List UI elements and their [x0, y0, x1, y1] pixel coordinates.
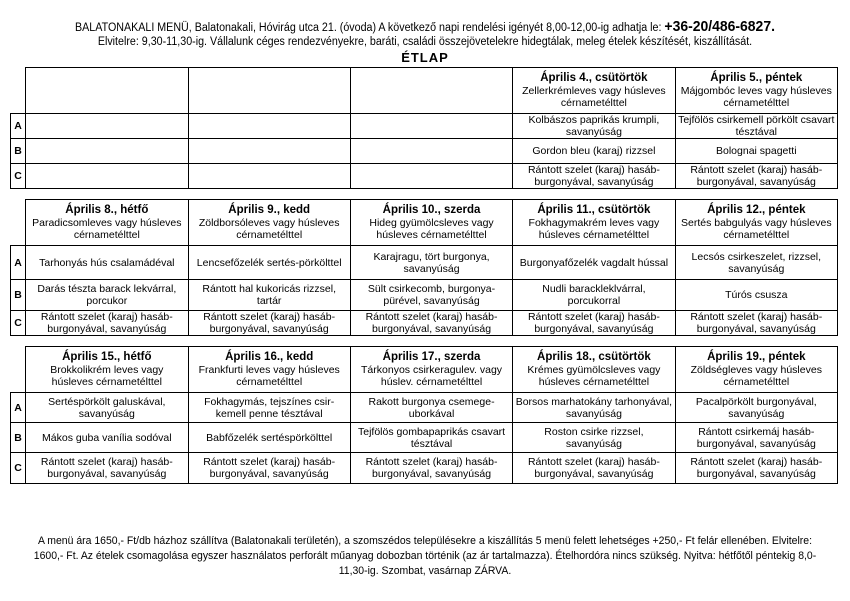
- row-label: B: [11, 423, 26, 453]
- row-label: C: [11, 164, 26, 189]
- row-label: A: [11, 393, 26, 423]
- row-label-blank: [11, 347, 26, 393]
- meal-cell: [350, 114, 512, 139]
- day-header-row: [11, 68, 838, 114]
- meal-cell: Rántott szelet (karaj) hasáb-burgonyával, savanyúság: [513, 453, 675, 484]
- meal-cell: Tejfölös csirkemell pörkölt csavart tésztával: [675, 114, 837, 139]
- soup-text: Fokhagymakrém leves vagy húsleves cérnametélttel: [528, 217, 660, 241]
- footer-info: A menü ára 1650,- Ft/db házhoz szállítva (Balatonakali területén), a szomszédos településekre a kiszállítás 5 menü felett lehetséges +250,- Ft felár ellenében. Elvitelre: 1600,- Ft. Az ételek csomagolása egyszer használatos perforált műanyag dobozban történik (az ár tartalmazza). Ételhordóra nincs szükség. Nyitva: hétfőtől péntekig 8,0-11,30-ig. Szombat, vasárnap ZÁRVA.: [33, 535, 817, 577]
- day-header-cell: [350, 347, 512, 393]
- menu-row-c: [11, 453, 838, 484]
- soup-text: Zellerkrémleves vagy húsleves cérnametélttel: [522, 85, 666, 109]
- day-header-row: [11, 347, 838, 393]
- row-label-blank: [11, 200, 26, 246]
- meal-cell: [350, 139, 512, 164]
- day-header-cell: [675, 68, 837, 114]
- meal-cell: Rakott burgonya csemege-uborkával: [350, 393, 512, 423]
- meal-cell: Mákos guba vanília sodóval: [26, 423, 188, 453]
- day-header-cell: [350, 200, 512, 246]
- menu-row-a: [11, 393, 838, 423]
- row-label: C: [11, 311, 26, 336]
- menu-row-a: [11, 114, 838, 139]
- day-header-cell: [188, 347, 350, 393]
- meal-cell: Pacalpörkölt burgonyával, savanyúság: [675, 393, 837, 423]
- day-header-cell: [188, 68, 350, 114]
- meal-cell: Burgonyafőzelék vagdalt hússal: [513, 246, 675, 280]
- row-label: B: [11, 280, 26, 311]
- day-header-cell: [675, 347, 837, 393]
- meal-cell: Lecsós csirkeszelet, rizzsel, savanyúság: [675, 246, 837, 280]
- day-name: Április 10., szerda: [382, 204, 481, 216]
- row-label: B: [11, 139, 26, 164]
- meal-cell: Tarhonyás hús csalamádéval: [26, 246, 188, 280]
- meal-cell: Rántott szelet (karaj) hasáb-burgonyával, savanyúság: [26, 311, 188, 336]
- meal-cell: [26, 164, 188, 189]
- meal-cell: Tejfölös gombapaprikás csavart tésztával: [350, 423, 512, 453]
- meal-cell: [26, 114, 188, 139]
- meal-cell: Túrós csusza: [675, 280, 837, 311]
- meal-cell: Fokhagymás, tejszínes csir-kemell penne tésztával: [188, 393, 350, 423]
- header-line1: BALATONAKALI MENÜ, Balatonakali, Hóvirág utca 21. (óvoda) A következő napi rendelési igényét 8,00-12,00-ig adhatja le:: [75, 22, 662, 34]
- meal-cell: Rántott szelet (karaj) hasáb-burgonyával, savanyúság: [188, 311, 350, 336]
- meal-cell: Rántott szelet (karaj) hasáb-burgonyával, savanyúság: [675, 311, 837, 336]
- meal-cell: Sertéspörkölt galuskával, savanyúság: [26, 393, 188, 423]
- day-name: Április 19., péntek: [707, 351, 806, 363]
- soup-text: Hideg gyümölcsleves vagy húsleves cérnametélttel: [369, 217, 494, 241]
- menu-row-b: [11, 423, 838, 453]
- meal-cell: [350, 164, 512, 189]
- soup-text: Paradicsomleves vagy húsleves cérnametélttel: [32, 217, 182, 241]
- row-label: C: [11, 453, 26, 484]
- day-name: Április 12., péntek: [707, 204, 806, 216]
- day-header-cell: [513, 200, 675, 246]
- day-name: Április 17., szerda: [382, 351, 481, 363]
- day-header-cell: [26, 68, 188, 114]
- menu-row-a: [11, 246, 838, 280]
- day-header-cell: [513, 347, 675, 393]
- meal-cell: Babfőzelék sertéspörkölttel: [188, 423, 350, 453]
- soup-text: Krémes gyümölcsleves vagy húsleves cérnametélttel: [527, 364, 661, 388]
- day-header-cell: [350, 68, 512, 114]
- soup-text: Zöldborsóleves vagy húsleves cérnametélttel: [198, 217, 340, 241]
- soup-text: Frankfurti leves vagy húsleves cérnametélttel: [198, 364, 340, 388]
- meal-cell: Kolbászos paprikás krumpli, savanyúság: [513, 114, 675, 139]
- day-header-cell: [26, 200, 188, 246]
- day-header-cell: [26, 347, 188, 393]
- meal-cell: Rántott szelet (karaj) hasáb-burgonyával, savanyúság: [513, 311, 675, 336]
- day-name: Április 11., csütörtök: [537, 204, 651, 216]
- menu-row-c: [11, 164, 838, 189]
- meal-cell: [188, 114, 350, 139]
- day-header-cell: [188, 200, 350, 246]
- row-label: A: [11, 114, 26, 139]
- day-header-cell: [513, 68, 675, 114]
- day-name: Április 4., csütörtök: [540, 72, 648, 84]
- soup-text: Májgombóc leves vagy húsleves cérnametélttel: [680, 85, 832, 109]
- meal-cell: Rántott szelet (karaj) hasáb-burgonyával, savanyúság: [188, 453, 350, 484]
- meal-cell: Nudli barackleklvárral, porcukorral: [513, 280, 675, 311]
- meal-cell: Darás tészta barack lekvárral, porcukor: [26, 280, 188, 311]
- meal-cell: Rántott szelet (karaj) hasáb-burgonyával, savanyúság: [350, 453, 512, 484]
- day-name: Április 16., kedd: [225, 351, 314, 363]
- day-name: Április 5., péntek: [710, 72, 803, 84]
- day-name: Április 15., hétfő: [62, 351, 152, 363]
- menu-row-c: [11, 311, 838, 336]
- meal-cell: Rántott szelet (karaj) hasáb-burgonyával, savanyúság: [513, 164, 675, 189]
- day-header-cell: [675, 200, 837, 246]
- meal-cell: [188, 164, 350, 189]
- meal-cell: Sült csirkecomb, burgonya-pürével, savanyúság: [350, 280, 512, 311]
- row-label-blank: [11, 68, 26, 114]
- meal-cell: Rántott szelet (karaj) hasáb-burgonyával, savanyúság: [675, 453, 837, 484]
- soup-text: Sertés babgulyás vagy húsleves cérnametélttel: [680, 217, 832, 241]
- menu-table: [10, 67, 838, 484]
- meal-cell: Borsos marhatokány tarhonyával, savanyúság: [513, 393, 675, 423]
- meal-cell: Rántott hal kukoricás rizzsel, tartár: [188, 280, 350, 311]
- meal-cell: Bolognai spagetti: [675, 139, 837, 164]
- meal-cell: Rántott szelet (karaj) hasáb-burgonyával, savanyúság: [26, 453, 188, 484]
- meal-cell: [26, 139, 188, 164]
- meal-cell: Lencsefőzelék sertés-pörkölttel: [188, 246, 350, 280]
- page-title: ÉTLAP: [401, 50, 449, 65]
- menu-row-b: [11, 139, 838, 164]
- phone-number[interactable]: +36-20/486-6827.: [664, 18, 775, 35]
- header-line2: Elvitelre: 9,30-11,30-ig. Vállalunk céges rendezvényekre, baráti, családi összejövetelekre hidegtálak, meleg ételek készítését, kiszállítását.: [97, 36, 753, 48]
- meal-cell: Gordon bleu (karaj) rizzsel: [513, 139, 675, 164]
- meal-cell: Rántott szelet (karaj) hasáb-burgonyával, savanyúság: [675, 164, 837, 189]
- meal-cell: Karajragu, tört burgonya, savanyúság: [350, 246, 512, 280]
- soup-text: Tárkonyos csirkeragulev. vagy húslev. cérnametélttel: [361, 364, 503, 388]
- soup-text: Brokkolikrém leves vagy húsleves cérnametélttel: [50, 364, 164, 388]
- meal-cell: Rántott csirkemáj hasáb-burgonyával, savanyúság: [675, 423, 837, 453]
- day-name: Április 9., kedd: [228, 204, 311, 216]
- soup-text: Zöldségleves vagy húsleves cérnametélttel: [690, 364, 822, 388]
- menu-row-b: [11, 280, 838, 311]
- header-contact: [39, 20, 811, 49]
- day-name: Április 8., hétfő: [65, 204, 149, 216]
- meal-cell: Rántott szelet (karaj) hasáb-burgonyával, savanyúság: [350, 311, 512, 336]
- meal-cell: Roston csirke rizzsel, savanyúság: [513, 423, 675, 453]
- meal-cell: [188, 139, 350, 164]
- day-name: Április 18., csütörtök: [537, 351, 651, 363]
- row-label: A: [11, 246, 26, 280]
- day-header-row: [11, 200, 838, 246]
